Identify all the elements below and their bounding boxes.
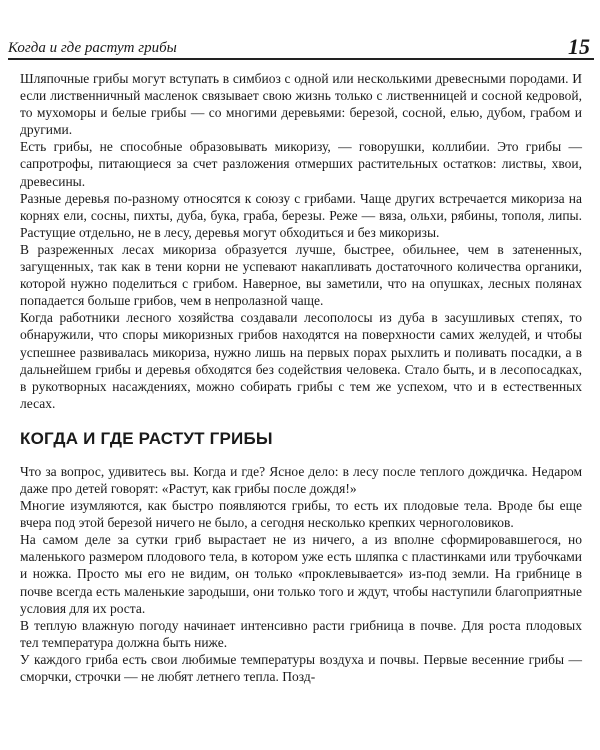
- body-paragraph: В разреженных лесах микориза образуется лучше, быстрее, обильнее, чем в затененных, загущенных, так как в тени корни не успевают накапливать достаточного количества органики, которой нужно поделиться с грибом. Наверное, вы заметили, что на опушках, лесных полянах попадается больше грибов, чем в непролазной чаще.: [20, 241, 582, 309]
- header-rule: [8, 58, 594, 60]
- page-number: 15: [568, 34, 590, 59]
- body-paragraph: У каждого гриба есть свои любимые температуры воздуха и почвы. Первые весенние грибы — сморчки, строчки — не любят летнего тепла. Позд-: [20, 651, 582, 684]
- body-paragraph: Есть грибы, не способные образовывать микоризу, — говорушки, коллибии. Это грибы — сапротрофы, питающиеся за счет разложения отмерших растительных остатков: листвы, хвои, древесины.: [20, 139, 582, 189]
- body-paragraph: Когда работники лесного хозяйства создавали лесополосы из дуба в засушливых степях, то обнаружили, что споры микоризных грибов находятся на поверхности самих желудей, и чтобы успешнее развивалась микориза, нужно лишь на первых порах рыхлить и поливать посадки, а в дальнейшем грибы и деревья обходятся без содействия человека. Стало быть, и в лесопосадках, в рукотворных насаждениях, можно собирать грибы с тем же успехом, что и в естественных лесах.: [20, 310, 582, 411]
- body-paragraph: На самом деле за сутки гриб вырастает не из ничего, а из вполне сформировавшегося, но маленького размером плодового тела, в котором уже есть шляпка с пластинками или трубочками и ножка. Просто мы его не видим, он только «проклевывается» из-под земли. На грибнице в почве всегда есть маленькие зародыши, они только того и ждут, чтобы наступили благоприятные условия для их роста.: [20, 532, 582, 616]
- running-header: [8, 34, 594, 60]
- body-paragraph: Что за вопрос, удивитесь вы. Когда и где? Ясное дело: в лесу после теплого дождичка. Недаром даже про детей говорят: «Растут, как грибы после дождя!»: [20, 463, 582, 496]
- running-title: Когда и где растут грибы: [8, 40, 177, 56]
- body-paragraph: Разные деревья по-разному относятся к союзу с грибами. Чаще других встречается микориза на корнях ели, сосны, пихты, дуба, бука, граба, березы. Реже — вяза, ольхи, рябины, тополя, липы. Растущие отдельно, не в лесу, деревья могут обходиться и без микоризы.: [20, 190, 582, 240]
- body-paragraph: В теплую влажную погоду начинает интенсивно расти грибница в почве. Для роста плодовых тел температура должна быть ниже.: [20, 617, 582, 650]
- section-heading: КОГДА И ГДЕ РАСТУТ ГРИБЫ: [20, 428, 273, 448]
- page-body: [20, 70, 582, 685]
- body-paragraph: Шляпочные грибы могут вступать в симбиоз с одной или несколькими древесными породами. И если лиственничный масленок связывает свою жизнь только с лиственницей и сосной кедровой, то мухоморы и белые грибы — со многими деревьями: березой, сосной, елью, дубом, грабом и другими.: [20, 71, 582, 138]
- body-paragraph: Многие изумляются, как быстро появляются грибы, то есть их плодовые тела. Вроде бы еще вчера под этой березой ничего не было, а сегодня несколько крепких черноголовиков.: [20, 498, 582, 531]
